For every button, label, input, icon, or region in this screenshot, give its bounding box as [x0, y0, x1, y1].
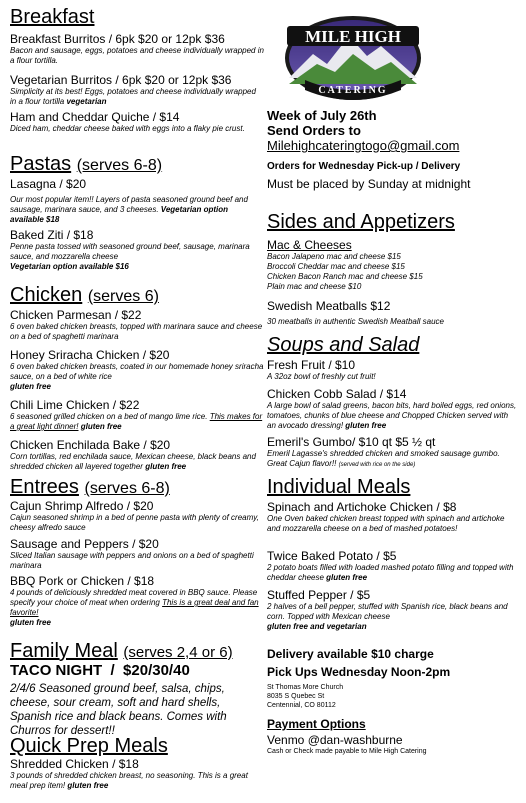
menu-item-tag: gluten free [326, 573, 368, 582]
menu-item-note: (served with rice on the side) [338, 462, 416, 468]
menu-item-name: Shredded Chicken / $18 [10, 757, 139, 771]
menu-item-tag: gluten free [80, 422, 122, 431]
menu-item-tag: gluten free [345, 421, 387, 430]
soups-title: Soups and Salad [267, 334, 420, 356]
pastas-title: Pastas [10, 153, 72, 175]
menu-item-name: Emeril's Gumbo/ $10 qt $5 ½ qt [267, 435, 436, 449]
mac-cheese-title: Mac & Cheeses [267, 238, 352, 252]
menu-item-tag: gluten free [67, 781, 109, 790]
menu-item-desc: Simplicity at its best! Eggs, potatoes and cheese individually wrapped in a flour tortilla [10, 87, 256, 106]
mac-item: Bacon Jalapeno mac and cheese $15 [267, 252, 401, 261]
payment-options-title: Payment Options [267, 717, 366, 731]
mac-item: Plain mac and cheese $10 [267, 282, 362, 291]
menu-item-name: BBQ Pork or Chicken / $18 [10, 574, 155, 588]
menu-item-name: Lasagna / $20 [10, 177, 87, 191]
pickup-address-line: Centennial, CO 80112 [267, 702, 336, 709]
logo-top-text: MILE HIGH [305, 27, 401, 46]
menu-item-tag: gluten free and vegetarian [267, 622, 367, 631]
taco-night-desc: 2/4/6 Seasoned ground beef, salsa, chips, cheese, sour cream, soft and hard shells, Spanish rice and black beans. Comes with Churros for dessert!! [10, 683, 227, 737]
menu-item-name: Ham and Cheddar Quiche / $14 [10, 110, 180, 124]
menu-item-desc: 2 halves of a bell pepper, stuffed with Spanish rice, black beans and corn. Topped with Mexican cheese [267, 602, 508, 621]
mac-item: Chicken Bacon Ranch mac and cheese $15 [267, 272, 423, 281]
sides-title: Sides and Appetizers [267, 211, 455, 233]
mac-item: Broccoli Cheddar mac and cheese $15 [267, 262, 405, 271]
menu-item-desc: Our most popular item!! Layers of pasta seasoned ground beef and sausage, marinara sauce, and 3 cheeses. [10, 195, 248, 214]
menu-item-highlight: This is a great deal and fan favorite! [10, 598, 259, 617]
menu-item-name: Baked Ziti / $18 [10, 228, 94, 242]
menu-item-desc: Corn tortillas, red enchilada sauce, Mexican cheese, black beans and shredded chicken all layered together [10, 452, 256, 471]
quick-prep-title: Quick Prep Meals [10, 735, 168, 757]
menu-item-desc: 3 pounds of shredded chicken breast, no seasoning. This is a great meal prep item! [10, 771, 248, 790]
pickup-address-line: 8035 S Quebec St [267, 693, 325, 700]
menu-item-name: Twice Baked Potato / $5 [267, 549, 397, 563]
menu-item-desc: Diced ham, cheddar cheese baked with eggs into a flaky pie crust. [10, 124, 245, 133]
menu-item-name: Vegetarian Burritos / 6pk $20 or 12pk $36 [10, 73, 232, 87]
menu-item-desc: Penne pasta tossed with seasoned ground beef, sausage, marinara sauce, and mozzarella cheese [10, 242, 250, 261]
entrees-title: Entrees [10, 476, 79, 498]
breakfast-title: Breakfast [10, 6, 95, 28]
family-meal-title: Family Meal [10, 640, 118, 662]
menu-item-name: Cajun Shrimp Alfredo / $20 [10, 499, 154, 513]
menu-item-name: Stuffed Pepper / $5 [267, 588, 371, 602]
menu-item-tag: Vegetarian option available $16 [10, 262, 129, 271]
orders-for-label: Orders for Wednesday Pick-up / Delivery [267, 161, 461, 172]
menu-item-desc: One Oven baked chicken breast topped with spinach and artichoke and mozzarella cheese on a bed of mashed potatoes! [267, 514, 505, 533]
mile-high-catering-logo [283, 14, 423, 102]
individual-meals-title: Individual Meals [267, 476, 411, 498]
entrees-serves: (serves 6-8) [84, 480, 170, 497]
order-email-link[interactable]: Milehighcateringtogo@gmail.com [267, 138, 460, 153]
menu-item-desc: 6 oven baked chicken breasts, coated in our homemade honey sriracha sauce, on a bed of white rice [10, 362, 264, 381]
menu-item-desc: A 32oz bowl of freshly cut fruit! [267, 372, 376, 381]
menu-item-desc: 4 pounds of deliciously shredded meat covered in BBQ sauce. Please specify your choice of meat when ordering [10, 588, 258, 607]
chicken-serves: (serves 6) [87, 288, 159, 305]
week-label: Week of July 26th [267, 108, 377, 123]
menu-item-desc: A large bowl of salad greens, bacon bits, hard boiled eggs, red onions, tomatoes, chunks of blue cheese and Chopped Chicken served with an avocado dressing! [267, 401, 517, 430]
menu-item-desc: Bacon and sausage, eggs, potatoes and cheese individually wrapped in a flour tortilla. [10, 46, 264, 65]
menu-item-desc: 6 seasoned grilled chicken on a bed of mango lime rice. [10, 412, 208, 421]
send-orders-label: Send Orders to [267, 123, 361, 138]
delivery-charge: Delivery available $10 charge [267, 647, 434, 661]
menu-item-desc: 2 potato boats filled with loaded mashed potato filling and topped with cheddar cheese [267, 563, 514, 582]
menu-item-tag: vegetarian [66, 97, 107, 106]
taco-night-title: TACO NIGHT / $20/30/40 [10, 662, 190, 679]
menu-item-desc: Cajun seasoned shrimp in a bed of penne pasta with plenty of creamy, cheesy alfredo sauce [10, 513, 259, 532]
menu-item-name: Chili Lime Chicken / $22 [10, 398, 140, 412]
pickup-address-line: St Thomas More Church [267, 684, 344, 691]
order-deadline: Must be placed by Sunday at midnight [267, 177, 471, 191]
menu-item-desc: Emeril Lagasse's shredded chicken and smoked sausage gumbo. Great Cajun flavor!! [267, 449, 500, 468]
menu-item-desc: Sliced Italian sausage with peppers and onions on a bed of spaghetti marinara [10, 551, 254, 570]
menu-item-tag: gluten free [10, 382, 51, 391]
menu-item-name: Chicken Cobb Salad / $14 [267, 387, 407, 401]
family-meal-serves: (serves 2,4 or 6) [123, 644, 233, 661]
venmo-handle: Venmo @dan-washburne [267, 733, 403, 747]
menu-item-name: Chicken Enchilada Bake / $20 [10, 438, 171, 452]
logo-bottom-text: CATERING [318, 85, 388, 96]
payment-other: Cash or Check made payable to Mile High Catering [267, 748, 427, 755]
menu-item-tag: gluten free [145, 462, 187, 471]
menu-item-desc: 30 meatballs in authentic Swedish Meatball sauce [267, 317, 444, 326]
menu-item-name: Chicken Parmesan / $22 [10, 308, 142, 322]
menu-item-name: Fresh Fruit / $10 [267, 358, 356, 372]
menu-item-tag: Vegetarian option available $18 [10, 205, 229, 224]
pickup-time: Pick Ups Wednesday Noon-2pm [267, 665, 451, 679]
menu-item-name: Swedish Meatballs $12 [267, 299, 391, 313]
menu-item-desc: 6 oven baked chicken breasts, topped with marinara sauce and cheese on a bed of spaghetti marinara [10, 322, 263, 341]
menu-item-tag: gluten free [10, 618, 51, 627]
menu-item-name: Honey Sriracha Chicken / $20 [10, 348, 170, 362]
menu-item-highlight: This makes for a great light dinner! [10, 412, 263, 431]
pastas-serves: (serves 6-8) [76, 157, 163, 174]
menu-item-name: Breakfast Burritos / 6pk $20 or 12pk $36 [10, 32, 225, 46]
menu-item-name: Sausage and Peppers / $20 [10, 537, 159, 551]
chicken-title: Chicken [10, 284, 83, 306]
menu-item-name: Spinach and Artichoke Chicken / $8 [267, 500, 457, 514]
